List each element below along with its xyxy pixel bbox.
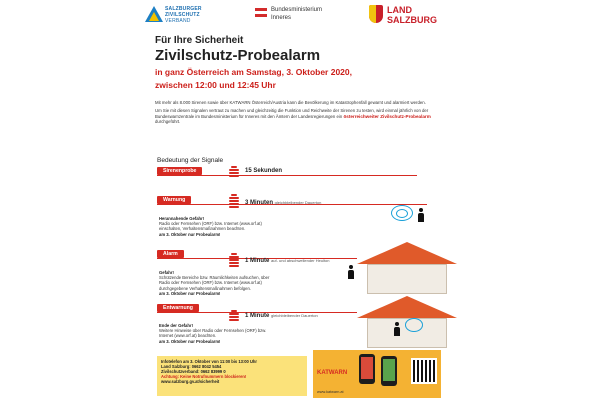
katwarn-logo: KATWARN	[317, 370, 348, 376]
intro-paragraph-2: Um Sie mit diesen Signalen vertraut zu machen und gleichzeitig die Funktion und Reichweite der Sirenen zu testen, wird einmal jährlich von der Bundeswarnzentrale im Bundesministerium für Inneres mit den Ämtern der Landesregierungen ein österreichweiter Zivilschutz-Probealarm durchgeführt.	[155, 108, 431, 125]
sirenenprobe-value: 15 Sekunden	[245, 168, 283, 174]
headline-line1: Für Ihre Sicherheit	[155, 35, 244, 46]
warnung-description: Herannahende Gefahr! Radio oder Fernsehen (ORF) bzw. Internet (www.orf.at) einschalten, Verhaltensmaßnahmen beachten. am 3. Oktober nur Probealarm!	[159, 216, 262, 237]
headline-title: Zivilschutz-Probealarm	[155, 47, 321, 64]
zivilschutzverband-logo: SALZBURGER ZIVILSCHUTZ VERBAND	[145, 6, 207, 26]
austria-flag-icon	[255, 8, 267, 17]
info-box	[157, 356, 307, 396]
tag-sirenenprobe: Sirenenprobe	[157, 167, 202, 175]
info-line-1: Infotelefon am 3. Oktober von 11:00 bis 13:00 Uhr	[161, 359, 258, 364]
qr-code-icon[interactable]	[411, 358, 437, 384]
person-icon	[417, 208, 425, 222]
tag-warnung: Warnung	[157, 196, 191, 204]
alarm-value: 1 Minute auf- und abschwellender Heulton	[245, 258, 330, 264]
siren-icon	[229, 194, 239, 209]
land-salzburg-logo: LAND SALZBURG	[369, 5, 461, 27]
date-line-1: in ganz Österreich am Samstag, 3. Oktober 2020,	[155, 67, 352, 77]
phone-icon	[359, 354, 375, 384]
date-line-2: zwischen 12:00 und 12:45 Uhr	[155, 80, 276, 90]
siren-icon	[229, 310, 239, 322]
logo-bar	[137, 2, 463, 28]
crest-icon	[369, 5, 383, 23]
info-line-2: Land Salzburg: 0662 8042 5454	[161, 364, 222, 369]
signals-title: Bedeutung der Signale	[157, 157, 224, 164]
info-line-3: Zivilschutzverband: 0662 83999 0	[161, 369, 226, 374]
person-icon	[393, 322, 401, 336]
house-illustration	[357, 242, 457, 298]
intro-text	[155, 100, 445, 128]
intro-paragraph-1: Mit mehr als 8.000 Sirenen sowie über KATWARN Österreich/Austria kann die Bevölkerung im Katastrophenfall gewarnt und alarmiert werden.	[155, 100, 426, 105]
katwarn-url[interactable]: www.katwarn.at	[317, 390, 344, 394]
tag-alarm: Alarm	[157, 250, 184, 258]
warnung-value: 3 Minuten gleichbleibender Dauerton	[245, 200, 322, 206]
alarm-description: Gefahr! Schützende Bereiche bzw. Räumlichkeiten aufsuchen, über Radio oder Fernsehen (ORF) bzw. Internet (www.orf.at) durchgegebene Verhaltensmaßnahmen befolgen. am 3. Oktober nur Probealarm!	[159, 270, 270, 296]
signal-wave-icon	[405, 318, 423, 332]
siren-icon	[229, 166, 239, 178]
katwarn-box	[313, 350, 441, 398]
running-person-icon	[347, 265, 355, 279]
siren-icon	[229, 253, 239, 268]
info-line-4: Achtung: Keine Notrufnummern blockieren!	[161, 374, 247, 379]
info-link[interactable]: www.salzburg.gv.at/sicherheit	[161, 379, 220, 384]
tag-entwarnung: Entwarnung	[157, 304, 199, 312]
phone-icon	[381, 356, 397, 386]
poster	[137, 0, 463, 400]
headline	[155, 35, 455, 90]
bmi-logo: Bundesministerium Inneres	[255, 6, 335, 26]
entwarnung-value: 1 Minute gleichbleibender Dauerton	[245, 313, 318, 319]
entwarnung-description: Ende der Gefahr! Weitere Hinweise über Radio oder Fernsehen (ORF) bzw. Internet (www.orf.at) beachten. am 3. Oktober nur Probealarm!	[159, 323, 267, 344]
